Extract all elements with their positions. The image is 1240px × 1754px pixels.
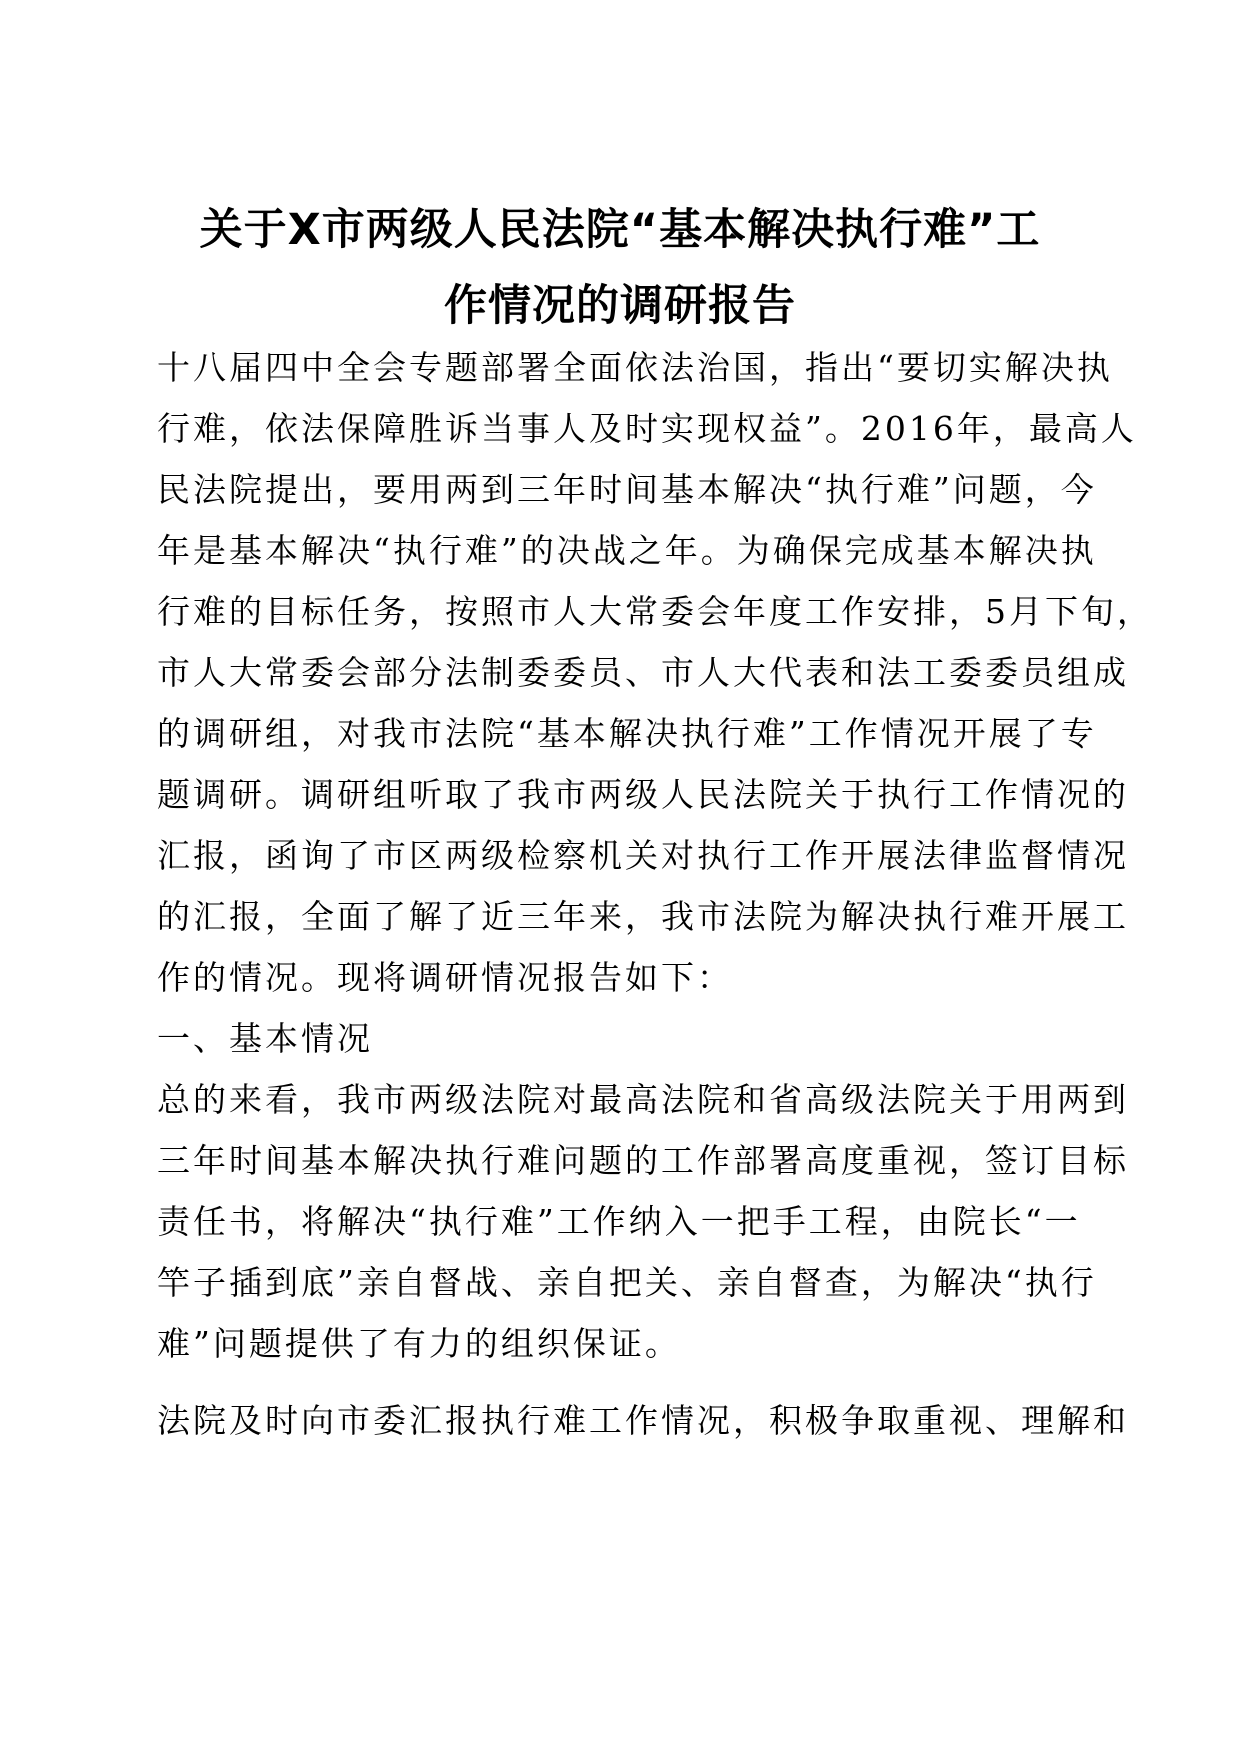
body-line: 十八届四中全会专题部署全面依法治国，指出“要切实解决执 — [157, 348, 1113, 387]
body-line: 汇报，函询了市区两级检察机关对执行工作开展法律监督情况 — [157, 836, 1129, 875]
body-line: 行难，依法保障胜诉当事人及时实现权益”。2016年，最高人 — [157, 409, 1137, 448]
body-line: 题调研。调研组听取了我市两级人民法院关于执行工作情况的 — [157, 775, 1129, 814]
body-line: 民法院提出，要用两到三年时间基本解决“执行难”问题，今 — [157, 470, 1097, 509]
body-line: 三年时间基本解决执行难问题的工作部署高度重视，签订目标 — [157, 1141, 1129, 1180]
body-line: 难”问题提供了有力的组织保证。 — [157, 1324, 681, 1363]
body-line: 市人大常委会部分法制委委员、市人大代表和法工委委员组成 — [157, 653, 1129, 692]
document-title — [150, 192, 1090, 344]
body-line: 年是基本解决“执行难”的决战之年。为确保完成基本解决执 — [157, 531, 1097, 570]
body-line: 行难的目标任务，按照市人大常委会年度工作安排，5月下旬， — [157, 592, 1153, 631]
body-line: 责任书，将解决“执行难”工作纳入一把手工程，由院长“一 — [157, 1202, 1081, 1241]
title-line-1: 关于X市两级人民法院“基本解决执行难”工 — [199, 205, 1041, 255]
body-line: 作的情况。现将调研情况报告如下： — [157, 958, 733, 997]
body-line: 的调研组，对我市法院“基本解决执行难”工作情况开展了专 — [157, 714, 1097, 753]
body-line: 的汇报，全面了解了近三年来，我市法院为解决执行难开展工 — [157, 897, 1129, 936]
body-line: 竿子插到底”亲自督战、亲自把关、亲自督查，为解决“执行 — [157, 1263, 1097, 1302]
title-line-2: 作情况的调研报告 — [444, 281, 796, 331]
body-line: 总的来看，我市两级法院对最高法院和省高级法院关于用两到 — [157, 1080, 1129, 1119]
body-line: 法院及时向市委汇报执行难工作情况，积极争取重视、理解和 — [157, 1401, 1129, 1440]
section-heading: 一、基本情况 — [157, 1019, 373, 1058]
